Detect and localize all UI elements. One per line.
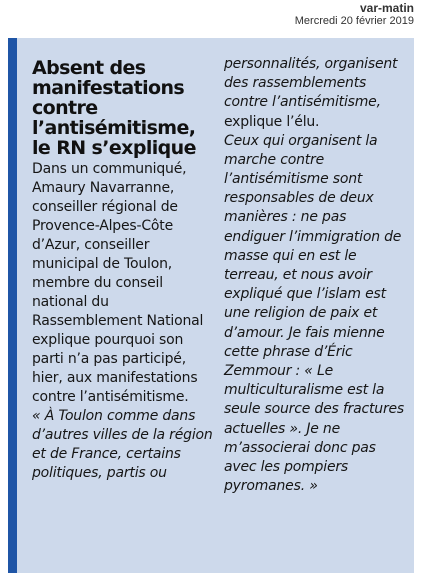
article-lead: Dans un communiqué, Amaury Navarranne, conseiller régional de Provence-Alpes-Côte d’Azur, conseiller municipal de Toulon, membre du conseil national du Rassemblement National explique pourquoi son parti n’a pas participé, hier, aux manifestations contre l’antisémitisme. <box>32 161 204 405</box>
quote-part-1: « À Toulon comme dans d’autres villes de la région et de France, certains politiques, partis ou <box>32 408 213 481</box>
article-headline: Absent des manifestations contre l’antisémitisme, le RN s’explique <box>32 57 196 159</box>
publication-name: var-matin <box>359 1 414 15</box>
masthead <box>295 2 414 28</box>
publication-date: Mercredi 20 février 2019 <box>294 15 414 27</box>
quote-part-3: Ceux qui organisent la marche contre l’antisémitisme sont responsables de deux manières : ne pas endiguer l’immigration de masse qui en est le terreau, et nous avoir expliqué que l’islam est une religion de paix et d’amour. Je fais mienne cette phrase d’Éric Zemmour : « Le multiculturalisme est la seule source des fractures actuelles ». Je ne m’associerai donc pas avec les pompiers pyromanes. » <box>224 132 405 495</box>
column-right <box>224 55 407 496</box>
accent-rule <box>8 38 17 573</box>
article-box <box>8 38 414 573</box>
column-left <box>32 58 216 483</box>
quote-part-2: personnalités, organisent des rassemblements contre l’antisémitisme, <box>224 56 398 111</box>
quote-attribution: explique l’élu. <box>224 113 320 130</box>
